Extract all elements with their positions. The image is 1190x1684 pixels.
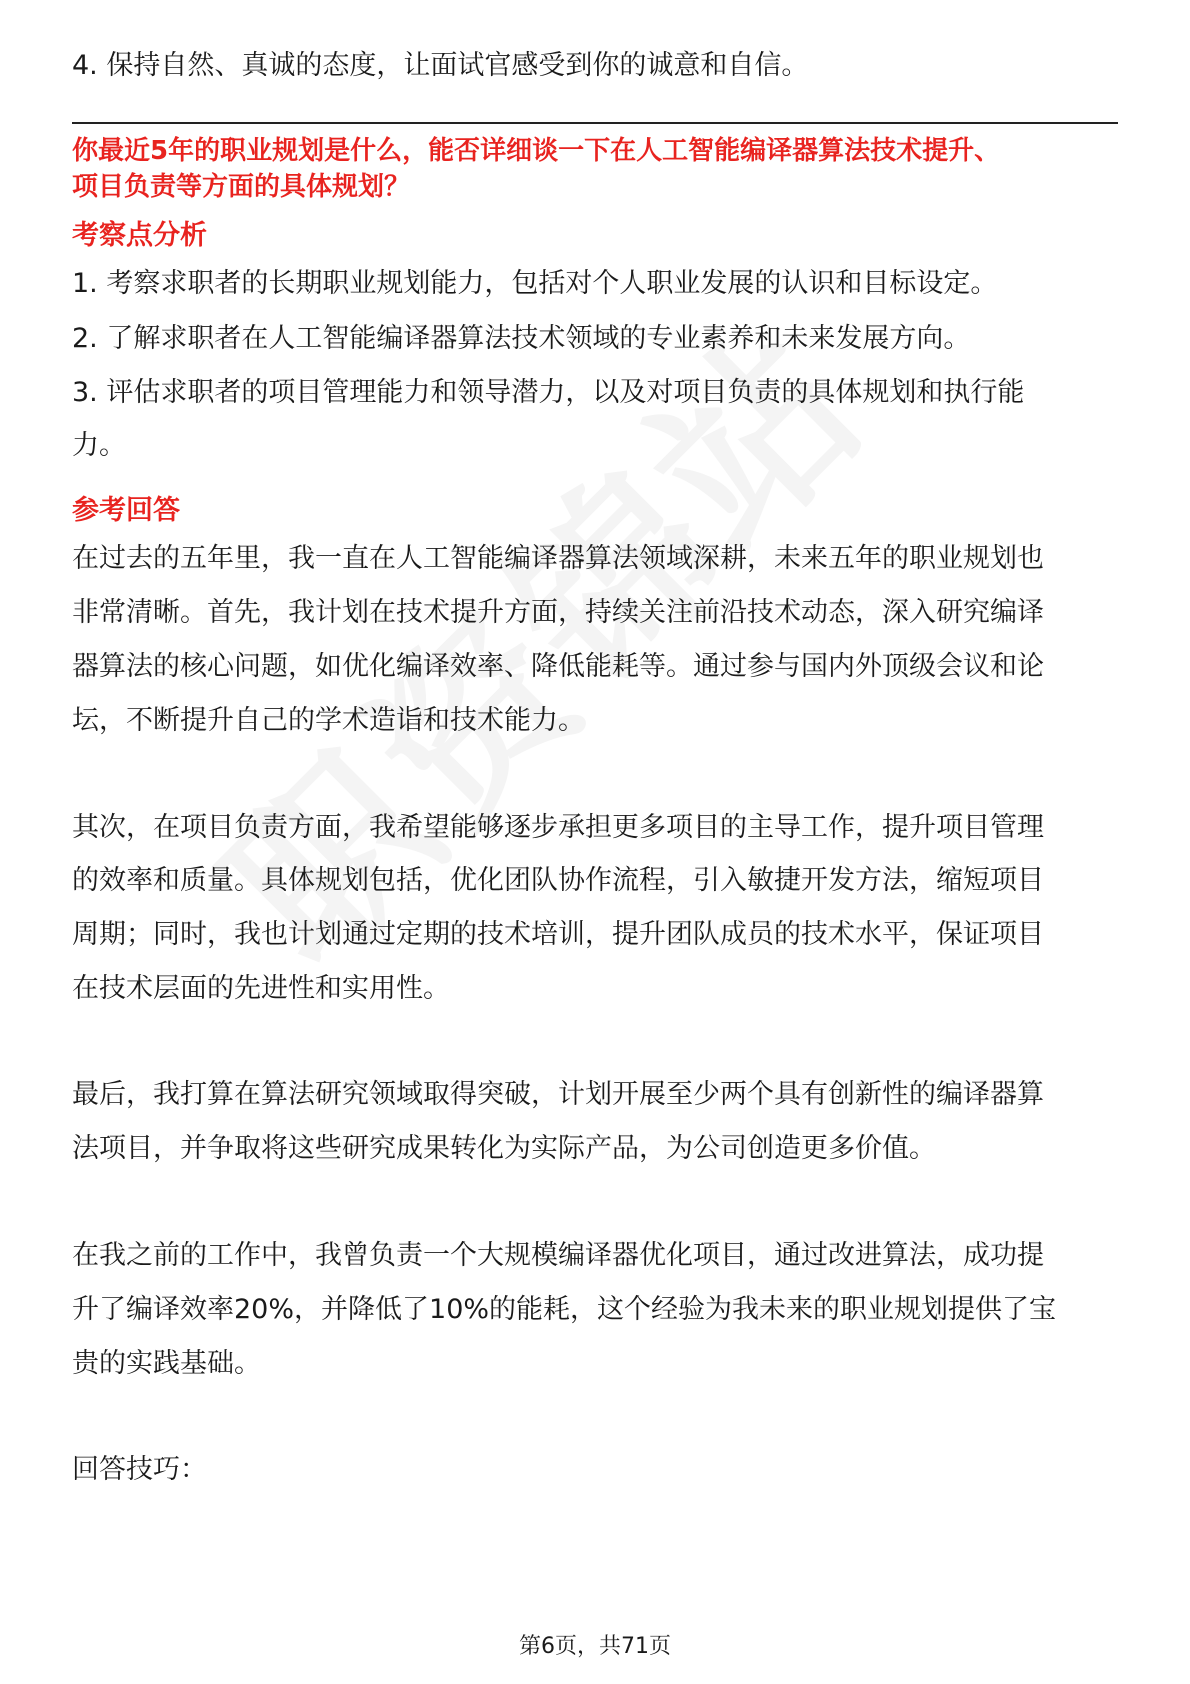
analysis-heading: 考察点分析 [72, 220, 207, 251]
paragraph-line: 法项目，并争取将这些研究成果转化为实际产品，为公司创造更多价值。 [72, 1133, 936, 1164]
paragraph-line: 周期；同时，我也计划通过定期的技术培训，提升团队成员的技术水平，保证项目 [72, 919, 1044, 950]
question-line: 项目负责等方面的具体规划？ [72, 172, 411, 202]
paragraph-line: 坛，不断提升自己的学术造诣和技术能力。 [72, 705, 585, 736]
answer-heading: 参考回答 [72, 495, 180, 526]
paragraph-line: 在过去的五年里，我一直在人工智能编译器算法领域深耕，未来五年的职业规划也 [72, 543, 1044, 574]
analysis-item-continued: 力。 [72, 430, 126, 461]
paragraph-line: 非常清晰。首先，我计划在技术提升方面，持续关注前沿技术动态，深入研究编译 [72, 597, 1044, 628]
section-divider [72, 122, 1118, 124]
analysis-item: 1. 考察求职者的长期职业规划能力，包括对个人职业发展的认识和目标设定。 [72, 268, 998, 299]
watermark [160, 260, 913, 1013]
tips-heading: 回答技巧： [72, 1454, 207, 1485]
paragraph-line: 的效率和质量。具体规划包括，优化团队协作流程，引入敏捷开发方法，缩短项目 [72, 865, 1044, 896]
paragraph-line: 在我之前的工作中，我曾负责一个大规模编译器优化项目，通过改进算法，成功提 [72, 1240, 1044, 1271]
paragraph-line: 在技术层面的先进性和实用性。 [72, 973, 450, 1004]
paragraph-line: 器算法的核心问题，如优化编译效率、降低能耗等。通过参与国内外顶级会议和论 [72, 651, 1044, 682]
page-footer: 第6页，共71页 [519, 1634, 671, 1659]
paragraph-line: 最后，我打算在算法研究领域取得突破，计划开展至少两个具有创新性的编译器算 [72, 1079, 1044, 1110]
question-line: 你最近5年的职业规划是什么，能否详细谈一下在人工智能编译器算法技术提升、 [72, 136, 1001, 166]
paragraph-line: 贵的实践基础。 [72, 1348, 261, 1379]
analysis-item: 2. 了解求职者在人工智能编译器算法技术领域的专业素养和未来发展方向。 [72, 323, 971, 354]
paragraph-line: 其次，在项目负责方面，我希望能够逐步承担更多项目的主导工作，提升项目管理 [72, 812, 1044, 843]
analysis-item: 3. 评估求职者的项目管理能力和领导潜力，以及对项目负责的具体规划和执行能 [72, 377, 1025, 408]
prev-list-item: 4. 保持自然、真诚的态度，让面试官感受到你的诚意和自信。 [72, 50, 809, 81]
paragraph-line: 升了编译效率20%，并降低了10%的能耗，这个经验为我未来的职业规划提供了宝 [72, 1294, 1057, 1325]
